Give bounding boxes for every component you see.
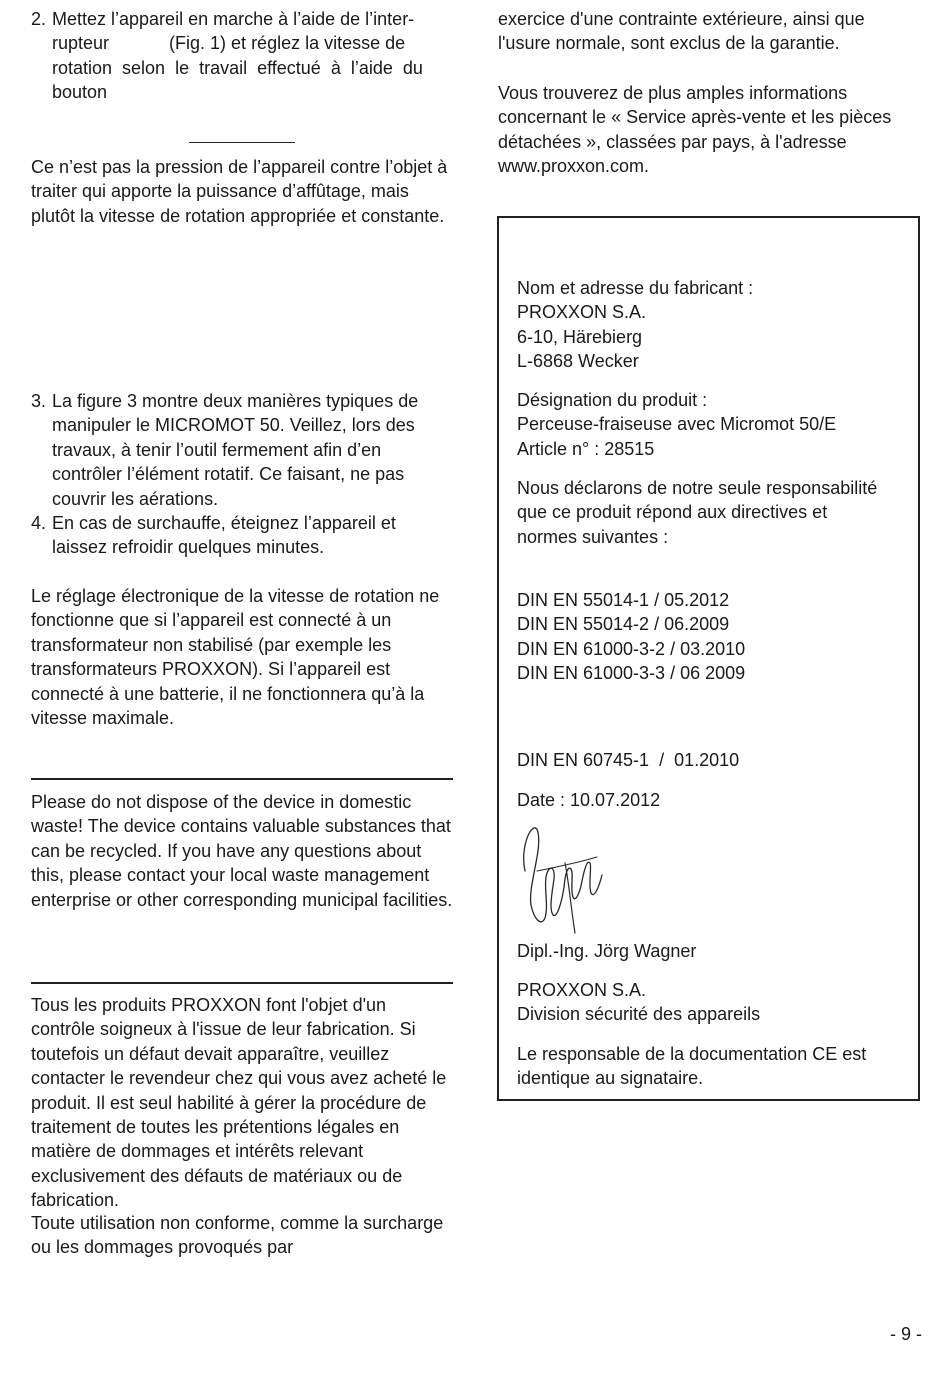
standard-item: DIN EN 61000-3-3 / 06 2009 — [517, 663, 746, 684]
declaration-date: Date : 10.07.2012 — [517, 790, 661, 810]
conformity-statement: Nous déclarons de notre seule responsabilité que ce produit répond aux directives et normes suivantes : — [517, 478, 878, 547]
ce-documentation-note: Le responsable de la documentation CE est identique au signataire. — [517, 1044, 867, 1089]
step-2-line: bouton — [52, 82, 108, 103]
warranty-exclusion: Toute utilisation non conforme, comme la surcharge ou les dommages provoqués par — [31, 1213, 444, 1258]
service-info: Vous trouverez de plus amples informations concernant le « Service après-vente et les pièces détachées », classées par pays, à l'adresse www.proxxon.com. — [498, 83, 892, 177]
signatory-company — [517, 978, 912, 1027]
electronic-speed-note: Le réglage électronique de la vitesse de rotation ne fonctionne que si l’appareil est connecté à un transformateur non stabilisé (par exemple les transformateurs PROXXON). Si l’appareil est connecté à une batterie, il ne fonctionnera qu’à la vitesse maximale. — [31, 586, 440, 729]
standard-item: DIN EN 55014-2 / 06.2009 — [517, 614, 730, 635]
manufacturer-name: PROXXON S.A. — [517, 302, 647, 323]
step-number: 3. — [31, 391, 47, 411]
warranty-continued: exercice d'une contrainte extérieure, ainsi que l'usure normale, sont exclus de la garantie. — [498, 9, 865, 54]
signature-image — [517, 823, 607, 938]
product-label: Désignation du produit : — [517, 390, 708, 410]
manufacturer-label: Nom et adresse du fabricant : — [517, 278, 754, 298]
article-number: Article n° : 28515 — [517, 438, 655, 459]
step-2-line: rupteur (Fig. 1) et réglez la vitesse de — [52, 33, 406, 54]
pressure-note: Ce n’est pas la pression de l’appareil contre l’objet à traiter qui apporte la puissance d’affûtage, mais plutôt la vitesse de rotation appropriée et constante. — [31, 157, 448, 226]
signatory-name: Dipl.-Ing. Jörg Wagner — [517, 941, 697, 961]
left-column — [31, 7, 453, 105]
product-block — [517, 388, 912, 461]
manufacturer-block — [517, 276, 912, 374]
company-division: Division sécurité des appareils — [517, 1004, 761, 1025]
page-number: - 9 - — [889, 1324, 922, 1344]
manufacturer-city: L-6868 Wecker — [517, 351, 639, 372]
step-2 — [31, 7, 453, 105]
step-2-line: rotation selon le travail effectué à l’aide du — [52, 57, 423, 78]
company-name: PROXXON S.A. — [517, 980, 647, 1000]
step-text: La figure 3 montre deux manières typiques de manipuler le MICROMOT 50. Veillez, lors des travaux, à tenir l’outil fermement afin d’en contrôler l’élément rotatif. Ce faisant, ne pas couvrir les aérations. — [52, 391, 419, 509]
standard-item: DIN EN 55014-1 / 05.2012 — [517, 590, 730, 610]
warranty-text: Tous les produits PROXXON font l'objet d'un contrôle soigneux à l'issue de leur fabrication. Si toutefois un défaut devait apparaître, veuillez contacter le revendeur chez qui vous avez acheté le produit. Il est seul habilité à gérer la procédure de traitement de toutes les prétentions légales en matière de dommages et intérêts relevant exclusivement des défauts de matériaux ou de fabrication. — [31, 995, 447, 1211]
step-number: 4. — [31, 513, 47, 534]
standard-item: DIN EN 61000-3-2 / 03.2010 — [517, 638, 746, 659]
declaration-of-conformity-box — [497, 216, 920, 1101]
section-divider — [31, 778, 453, 780]
step-text — [52, 7, 453, 105]
standards-list — [517, 588, 912, 686]
step-2-line: Mettez l’appareil en marche à l’aide de l’inter- — [52, 9, 415, 29]
disposal-notice: Please do not dispose of the device in domestic waste! The device contains valuable substances that can be recycled. If you have any questions about this, please contact your local waste management enterprise or other corresponding municipal facilities. — [31, 792, 453, 910]
standard-item-extra: DIN EN 60745-1 / 01.2010 — [517, 750, 740, 770]
step-text: En cas de surchauffe, éteignez l’appareil et laissez refroidir quelques minutes. — [52, 513, 396, 558]
step-number: 2. — [31, 9, 47, 29]
section-divider — [31, 982, 453, 984]
section-divider — [189, 142, 295, 143]
step-list — [31, 389, 453, 560]
manufacturer-street: 6-10, Härebierg — [517, 326, 643, 347]
product-name: Perceuse-fraiseuse avec Micromot 50/E — [517, 414, 837, 435]
step-3 — [31, 389, 453, 511]
step-4 — [31, 511, 453, 560]
